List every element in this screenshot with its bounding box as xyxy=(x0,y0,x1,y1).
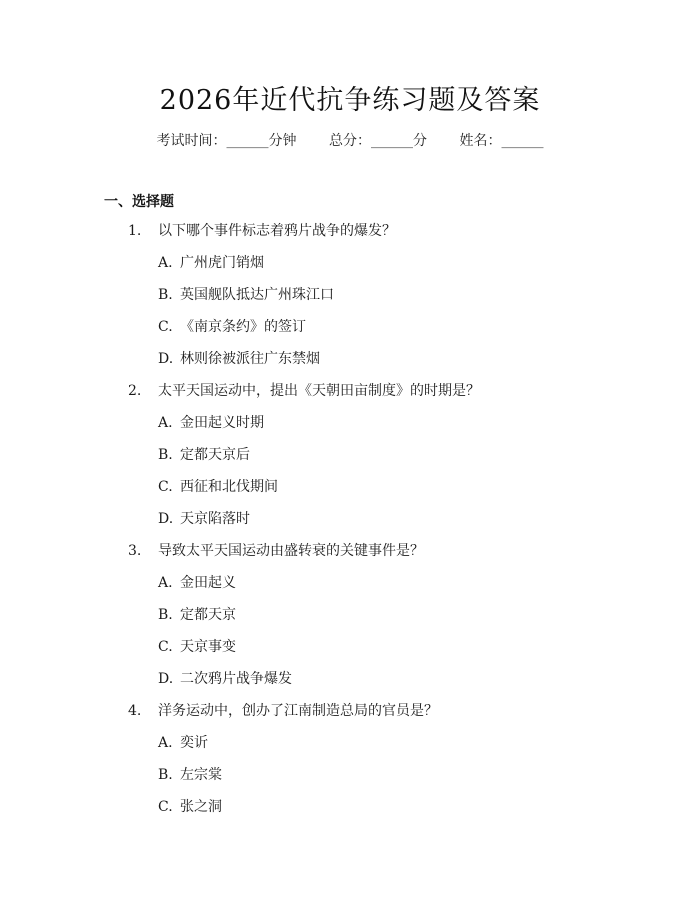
exam-time-unit: 分钟 xyxy=(268,133,297,149)
option xyxy=(0,286,700,318)
option-text: 定都天京 xyxy=(180,607,236,623)
option xyxy=(0,638,700,670)
question xyxy=(0,542,700,574)
option-text: 金田起义 xyxy=(180,575,236,591)
option-letter: C. xyxy=(158,799,173,815)
student-name-label: 姓名： xyxy=(459,133,502,149)
option-letter: C. xyxy=(158,639,173,655)
option-letter: C. xyxy=(158,479,173,495)
question-number: 3. xyxy=(128,543,142,559)
option-letter: D. xyxy=(158,351,174,367)
question-text: 洋务运动中，创办了江南制造总局的官员是？ xyxy=(158,703,438,719)
option xyxy=(0,798,700,830)
question-list xyxy=(0,222,700,830)
option-text: 天京陷落时 xyxy=(180,511,250,527)
option xyxy=(0,478,700,510)
total-score-label: 总分： xyxy=(329,133,371,149)
question xyxy=(0,222,700,254)
option-letter: A. xyxy=(158,735,173,751)
question-number: 2. xyxy=(128,383,142,399)
option xyxy=(0,350,700,382)
option-text: 二次鸦片战争爆发 xyxy=(180,671,292,687)
option-text: 奕䜣 xyxy=(180,735,208,751)
exam-meta xyxy=(0,130,700,150)
option-text: 金田起义时期 xyxy=(180,415,264,431)
student-name xyxy=(459,130,543,150)
option-letter: B. xyxy=(158,767,173,783)
option-letter: A. xyxy=(158,415,173,431)
option-text: 英国舰队抵达广州珠江口 xyxy=(180,287,334,303)
document-title: 2026年近代抗争练习题及答案 xyxy=(159,85,541,116)
option-letter: B. xyxy=(158,447,173,463)
option-text: 西征和北伐期间 xyxy=(180,479,278,495)
option-text: 张之洞 xyxy=(180,799,222,815)
option-letter: C. xyxy=(158,319,173,335)
option xyxy=(0,446,700,478)
option xyxy=(0,414,700,446)
option xyxy=(0,734,700,766)
option-text: 天京事变 xyxy=(180,639,236,655)
option-text: 林则徐被派往广东禁烟 xyxy=(180,351,320,367)
option-text: 左宗棠 xyxy=(180,767,222,783)
total-score-unit: 分 xyxy=(413,133,427,149)
option xyxy=(0,670,700,702)
question xyxy=(0,702,700,734)
option xyxy=(0,318,700,350)
student-name-blank: ______ xyxy=(501,133,544,149)
option xyxy=(0,510,700,542)
option-letter: A. xyxy=(158,575,173,591)
exam-time xyxy=(157,130,297,150)
total-score-blank: ______ xyxy=(371,133,413,149)
option-letter: D. xyxy=(158,671,174,687)
option xyxy=(0,574,700,606)
question-number: 4. xyxy=(128,703,142,719)
option-letter: B. xyxy=(158,287,173,303)
option-letter: B. xyxy=(158,607,173,623)
question-text: 太平天国运动中，提出《天朝田亩制度》的时期是？ xyxy=(158,383,480,399)
question-text: 以下哪个事件标志着鸦片战争的爆发？ xyxy=(158,223,396,239)
total-score xyxy=(329,130,427,150)
exam-time-label: 考试时间： xyxy=(156,133,227,149)
option-text: 定都天京后 xyxy=(180,447,250,463)
section-title: 一、选择题 xyxy=(104,194,174,210)
option xyxy=(0,766,700,798)
question-text: 导致太平天国运动由盛转衰的关键事件是？ xyxy=(158,543,424,559)
option-text: 《南京条约》的签订 xyxy=(180,319,306,335)
option xyxy=(0,254,700,286)
option-letter: A. xyxy=(158,255,173,271)
question-number: 1. xyxy=(128,223,142,239)
question xyxy=(0,382,700,414)
option-letter: D. xyxy=(158,511,174,527)
option xyxy=(0,606,700,638)
exam-time-blank: ______ xyxy=(226,133,269,149)
option-text: 广州虎门销烟 xyxy=(180,255,264,271)
